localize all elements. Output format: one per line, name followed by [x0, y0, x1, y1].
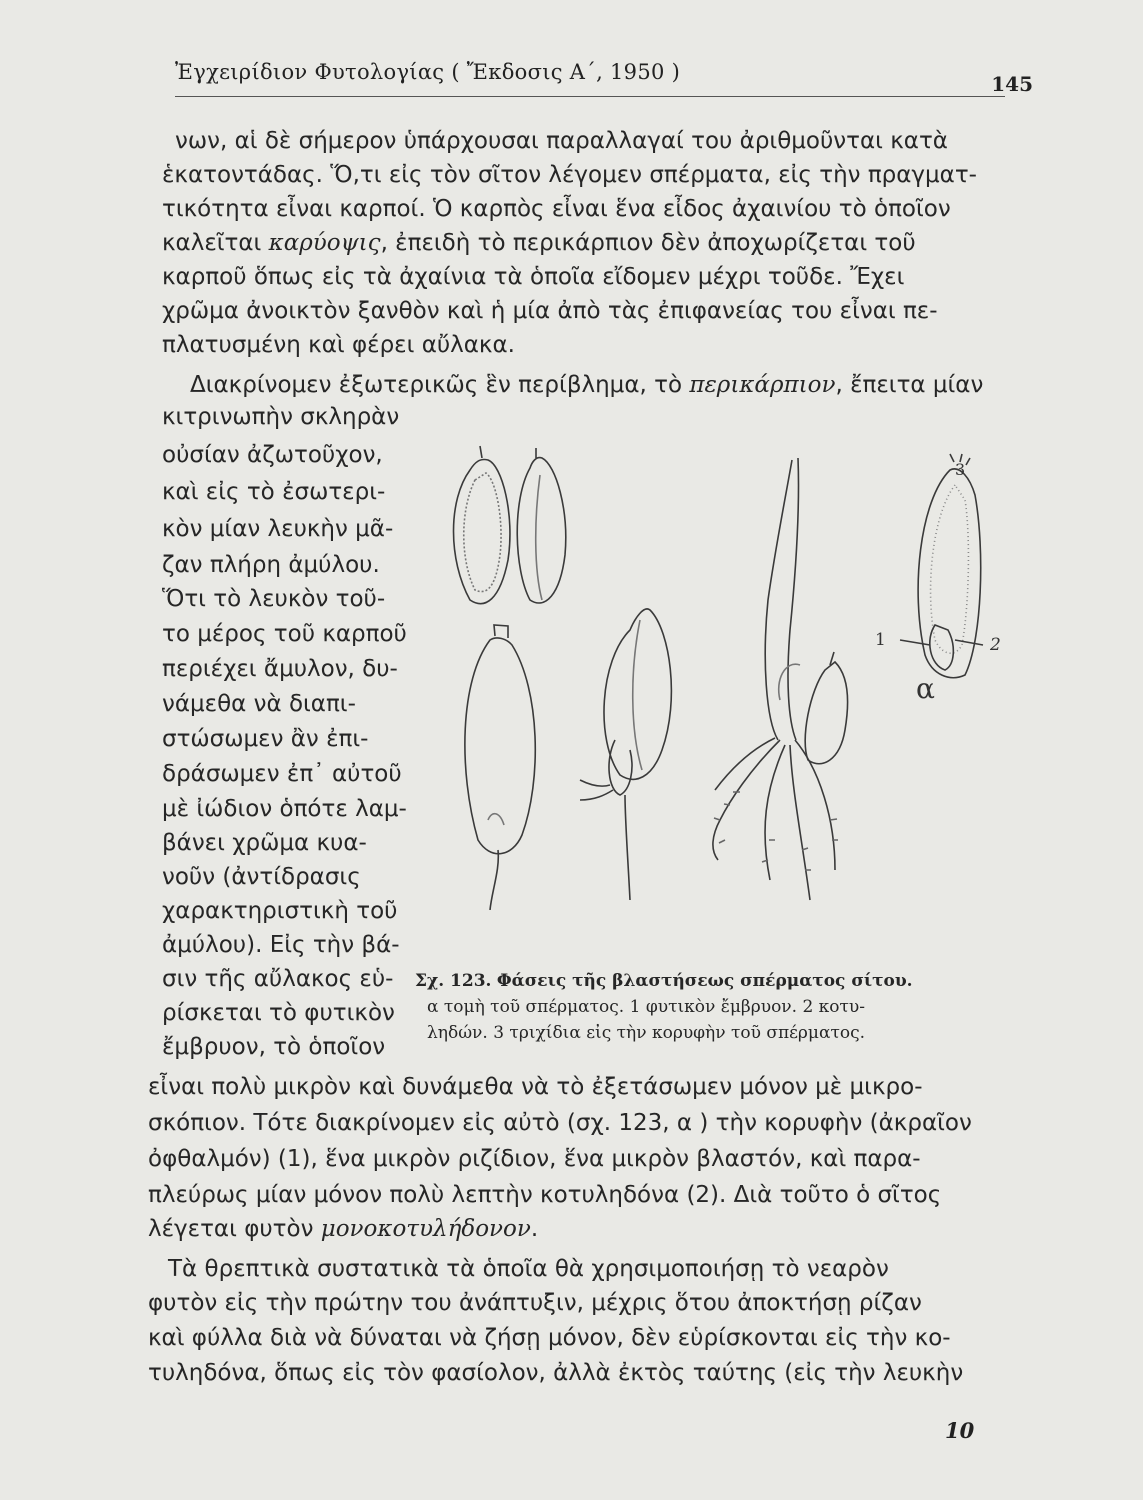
text-line: σιν τῆς αὔλακος εὑ- [162, 966, 394, 992]
text-line: πλατυσμένη καὶ φέρει αὔλακα. [162, 332, 515, 358]
text-line: σκόπιον. Τότε διακρίνομεν εἰς αὐτὸ (σχ. 123, α ) τὴν κορυφὴν (ἀκραῖον [148, 1110, 972, 1136]
text-line: καὶ εἰς τὸ ἐσωτερι- [162, 479, 386, 505]
text-line: καρποῦ ὅπως εἰς τὰ ἀχαίνια τὰ ὁποῖα εἴδομεν μέχρι τοῦδε. Ἔχει [162, 264, 905, 290]
grain-radicle-drawing [465, 625, 535, 910]
text-line: νοῦν (ἀντίδρασις [162, 864, 361, 890]
term-karyopsis: καρύοψις [268, 230, 381, 256]
figure-caption: Σχ. 123. Φάσεις τῆς βλαστήσεως σπέρματος σίτου. α τομὴ τοῦ σπέρματος. 1 φυτικὸν ἔμβρυον. 2 κοτυ- ληδών. 3 τριχίδια εἰς τὴν κορυφὴν τοῦ σπέρματος. [415, 971, 913, 1043]
text-line: ρίσκεται τὸ φυτικὸν [162, 1000, 395, 1026]
text-line: ἑκατοντάδας. Ὅ,τι εἰς τὸν σῖτον λέγομεν σπέρματα, εἰς τὴν πραγματ- [162, 162, 977, 188]
text-line: πλεύρως μίαν μόνον πολὺ λεπτὴν κοτυληδόνα (2). Διὰ τοῦτο ὁ σῖτος [148, 1182, 942, 1208]
text-line: χαρακτηριστικὴ τοῦ [162, 898, 398, 924]
running-head [175, 60, 1033, 97]
text-line: φυτὸν εἰς τὴν πρώτην του ἀνάπτυξιν, μέχρις ὅτου ἀποκτήσῃ ρίζαν [148, 1290, 922, 1316]
text-line: τικότητα εἶναι καρποί. Ὁ καρπὸς εἶναι ἕνα εἶδος ἀχαινίου τὸ ὁποῖον [162, 196, 951, 222]
grain-section-drawing [454, 446, 510, 604]
text-line: ζαν πλήρη ἀμύλου. [162, 552, 380, 578]
text-line: ἔμβρυον, τὸ ὁποῖον [162, 1034, 386, 1060]
term-monokotyledonon: μονοκοτυλήδονον [320, 1216, 531, 1242]
text-line: οὐσίαν ἀζωτοῦχον, [162, 442, 383, 468]
term-perikarpion: περικάρπιον [689, 372, 836, 398]
text-line: νων, αἱ δὲ σήμερον ὑπάρχουσαι παραλλαγαί του ἀριθμοῦνται κατὰ [175, 128, 948, 154]
text-line: χρῶμα ἀνοικτὸν ξανθὸν καὶ ἡ μία ἀπὸ τὰς ἐπιφανείας του εἶναι πε- [162, 298, 938, 324]
text-line: τυληδόνα, ὅπως εἰς τὸν φασίολον, ἀλλὰ ἐκτὸς ταύτης (εἰς τὴν λευκὴν [148, 1360, 964, 1386]
figure-label-2: 2 [990, 635, 1001, 655]
text-line: Τὰ θρεπτικὰ συστατικὰ τὰ ὁποῖα θὰ χρησιμοποιήσῃ τὸ νεαρὸν [168, 1256, 889, 1282]
text-line: το μέρος τοῦ καρποῦ [162, 621, 407, 647]
figure-wheat-germination [430, 440, 1030, 910]
text-line: ὀφθαλμόν) (1), ἕνα μικρὸν ριζίδιον, ἕνα μικρὸν βλαστόν, καὶ παρα- [148, 1146, 921, 1172]
grain-longitudinal-section-drawing [900, 454, 983, 678]
text-line: ἀμύλου). Εἰς τὴν βά- [162, 932, 400, 958]
text-line: Διακρίνομεν ἐξωτερικῶς ἓν περίβλημα, τὸ περικάρπιον, ἔπειτα μίαν [190, 372, 984, 398]
text-line: περιέχει ἄμυλον, δυ- [162, 656, 398, 682]
text-line: εἶναι πολὺ μικρὸν καὶ δυνάμεθα νὰ τὸ ἐξετάσωμεν μόνον μὲ μικρο- [148, 1074, 923, 1100]
grain-sprouting-drawing [580, 609, 671, 900]
grain-whole-drawing [517, 448, 565, 603]
text-line: κιτρινωπὴν σκληρὰν [162, 404, 400, 430]
text-line: δράσωμεν ἐπ᾽ αὐτοῦ [162, 761, 402, 787]
page-number: 145 [991, 72, 1033, 96]
figure-labels [875, 460, 1001, 705]
figure-label-1: 1 [875, 630, 886, 650]
text-line: καλεῖται καρύοψις, ἐπειδὴ τὸ περικάρπιον δὲν ἀποχωρίζεται τοῦ [162, 230, 916, 256]
text-line: στώσωμεν ἂν ἐπι- [162, 726, 369, 752]
text-line: λέγεται φυτὸν μονοκοτυλήδονον. [148, 1216, 539, 1242]
figure-label-3: 3 [955, 460, 966, 479]
text-line: νάμεθα νὰ διαπι- [162, 691, 356, 717]
text-line: μὲ ἰώδιον ὁπότε λαμ- [162, 796, 407, 822]
text-line: βάνει χρῶμα κυα- [162, 830, 367, 856]
book-title: Ἐγχειρίδιον Φυτολογίας ( Ἔκδοσις Α΄, 1950 ) [175, 60, 681, 84]
figure-label-a: α [916, 672, 935, 705]
seedling-drawing [713, 458, 848, 900]
caption-label: Σχ. 123. [415, 971, 492, 991]
text-line: καὶ φύλλα διὰ νὰ δύναται νὰ ζήσῃ μόνον, δὲν εὑρίσκονται εἰς τὴν κο- [148, 1325, 951, 1351]
text-line: Ὅτι τὸ λευκὸν τοῦ- [162, 586, 386, 612]
text-line: κὸν μίαν λευκὴν μᾶ- [162, 516, 394, 542]
signature-mark: 10 [945, 1418, 975, 1443]
